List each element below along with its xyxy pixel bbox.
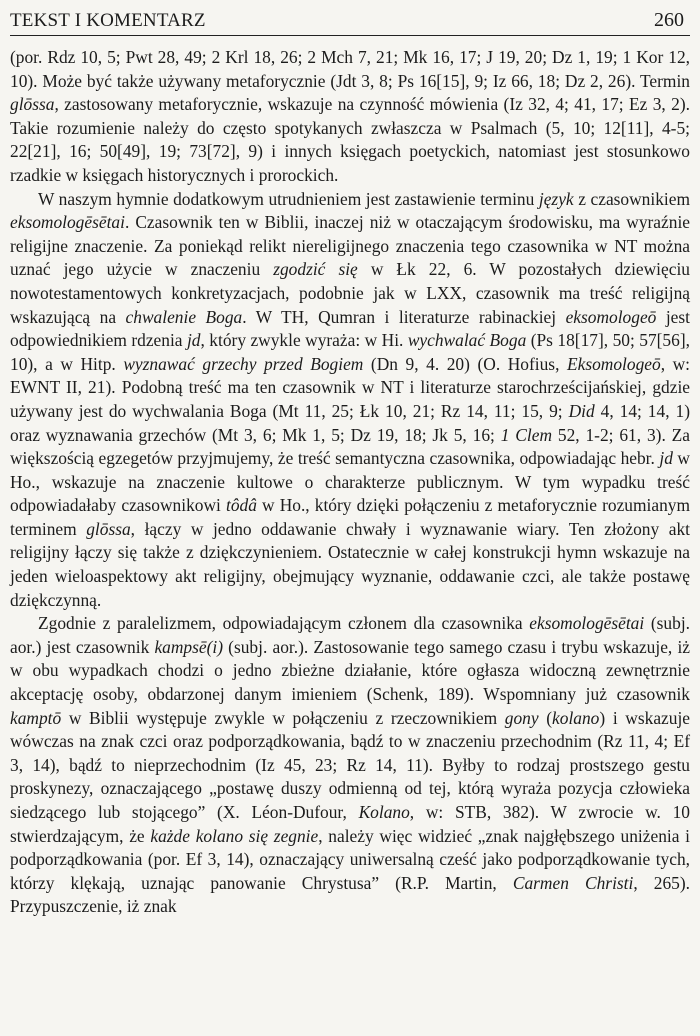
text-run: (Ps 18[17], 50; 57[56], 10), a w Hitp. <box>10 330 690 374</box>
italic-term: Carmen Christi <box>512 872 634 893</box>
italic-term: zgodzić się <box>273 259 358 280</box>
running-title: TEKST I KOMENTARZ <box>10 10 206 31</box>
italic-term: gony <box>504 707 539 728</box>
text-run: w Biblii występuje zwykle w połączeniu z rzeczownikiem <box>61 707 505 728</box>
italic-term: glōssa <box>10 94 55 115</box>
italic-term: Kolano <box>358 802 410 822</box>
text-run: , 265). Przypuszczenie, iż znak <box>10 872 691 917</box>
italic-term: kamptō <box>10 707 62 728</box>
text-run: , w: EWNT II, 21). Podobną treść ma ten czasownik w NT i literaturze starochrześcijańskiej, gdzie używany jest do wychwalania Boga (Mt 11, 25; Łk 10, 21; Rz 14, 11; 15, 9; <box>10 353 691 421</box>
text-run: , który zwykle wyraża: w Hi. <box>200 330 408 351</box>
italic-term: 1 Clem <box>500 424 553 445</box>
text-run: ) i wskazuje wówczas na znak czci oraz podporządkowania, bądź to w znaczeniu przechodnim (Rz 11, 4; Ef 3, 14), bądź to nieprzechodnim (Iz 45, 23; Rz 14, 11). Byłby to rodzaj prostszego gestu proskynezy, oznaczającego „postawę duszy odmienną od tej, którą wyraża pozycja człowieka siedzącego lub stojącego” (X. Léon-Dufour, <box>10 707 690 822</box>
page-number: 260 <box>654 9 684 31</box>
italic-term: jd <box>186 330 201 351</box>
italic-term: każde kolano się zegnie <box>150 825 319 846</box>
italic-term: eksomologēsētai <box>529 613 645 634</box>
paragraph <box>10 188 690 613</box>
paragraph <box>10 612 690 919</box>
text-run: , należy więc widzieć „znak najgłębszego uniżenia i podporządkowania (por. Ef 3, 14), oznaczający uniwersalną cześć jako podporządkowanie tych, którzy klękają, uznając panowanie Chrystusa” (R.P. Martin, <box>10 825 691 893</box>
text-run: (subj. aor.). Zastosowanie tego samego czasu i trybu wskazuje, iż w obu wypadkach chodzi o jedno zbieżne działanie, które ogłasza widoczną zewnętrznie akceptację osoby, obdarzonej danym imieniem (Schenk, 189). Wspomniany już czasownik <box>10 636 690 705</box>
text-run: w Ho., wskazuje na znaczenie kultowe o charakterze publicznym. W tym wypadku treść odpowiadałaby czasownikowi <box>10 448 690 516</box>
text-run: z czasownikiem <box>573 188 690 209</box>
italic-term: tôdâ <box>225 495 257 516</box>
text-run: (Dn 9, 4. 20) (O. Hofius, <box>363 353 567 374</box>
italic-term: kampsē(i) <box>154 636 224 657</box>
paragraph <box>10 46 690 188</box>
text-run: W naszym hymnie dodatkowym utrudnieniem jest zastawienie terminu <box>38 188 539 209</box>
italic-term: wychwalać Boga <box>407 330 527 351</box>
page-header <box>10 6 690 36</box>
italic-term: chwalenie Boga <box>125 306 243 327</box>
text-run: Zgodnie z paralelizmem, odpowiadającym członem dla czasownika <box>38 613 530 634</box>
text-run: , zastosowany metaforycznie, wskazuje na czynność mówienia (Iz 32, 4; 41, 17; Ez 3, 2). Takie rozumienie należy do często spotykanych zwłaszcza w Psalmach (5, 10; 12[11], 4-5; 22[21], 16; 50[49], 19; 73[72], 9) i innych księgach poetyckich, natomiast jest stosunkowo rzadkie w księgach historycznych i prorockich. <box>10 94 690 185</box>
italic-term: jd <box>659 448 673 469</box>
body-text <box>10 46 690 919</box>
text-run: . W TH, Qumran i literaturze rabinackiej <box>242 306 566 327</box>
text-run: w Łk 22, 6. W pozostałych dziewięciu nowotestamentowych konkretyzacjach, podobnie jak w LXX, czasownik ma treść religijną wskazującą na <box>10 259 690 327</box>
italic-term: wyznawać grzechy przed Bogiem <box>123 353 364 374</box>
text-run: 4, 14; 14, 1) oraz wyznawania grzechów (Mt 3, 6; Mk 1, 5; Dz 19, 18; Jk 5, 16; <box>10 400 690 445</box>
italic-term: Eksomologeō <box>567 353 661 374</box>
text-run: 52, 1-2; 61, 3). Za większością egzegetów przyjmujemy, że treść semantyczna czasownika, odpowiadając hebr. <box>10 424 690 469</box>
text-run: (por. Rdz 10, 5; Pwt 28, 49; 2 Krl 18, 26; 2 Mch 7, 21; Mk 16, 17; J 19, 20; Dz 1, 19; 1 Kor 12, 10). Może być także używany metaforycznie (Jdt 3, 8; Ps 16[15], 9; Iz 66, 18; Dz 2, 26). Termin <box>10 47 690 91</box>
text-run: ( <box>538 707 553 728</box>
italic-term: glōssa <box>86 518 131 539</box>
text-run: w Ho., który dzięki połączeniu z metaforycznie rozumianym terminem <box>10 495 690 539</box>
italic-term: eksomologēsētai <box>10 212 125 233</box>
text-run: . Czasownik ten w Biblii, inaczej niż w otaczającym środowisku, ma wyraźnie religijne znaczenie. Za poniekąd relikt niereligijnego znaczenia tego czasownika w NT można uznać jego użycie w znaczeniu <box>10 212 690 280</box>
text-run: , łączy w jedno oddawanie chwały i wyznawanie wiary. Ten złożony akt religijny łączy się także z dziękczynieniem. Ostatecznie w całej konstrukcji hymn wskazuje na jeden wieloaspektowy akt religijny, obejmujący wyznanie, oddawanie czci, ale także postawę dziękczynną. <box>10 518 690 610</box>
italic-term: język <box>538 188 574 209</box>
italic-term: kolano <box>552 707 600 728</box>
text-run: jest odpowiednikiem rdzenia <box>10 306 690 351</box>
italic-term: eksomologeō <box>565 306 657 327</box>
text-run: (subj. aor.) jest czasownik <box>10 613 690 657</box>
italic-term: Did <box>568 400 595 421</box>
text-run: , w: STB, 382). W zwrocie w. 10 stwierdzającym, że <box>10 802 691 846</box>
